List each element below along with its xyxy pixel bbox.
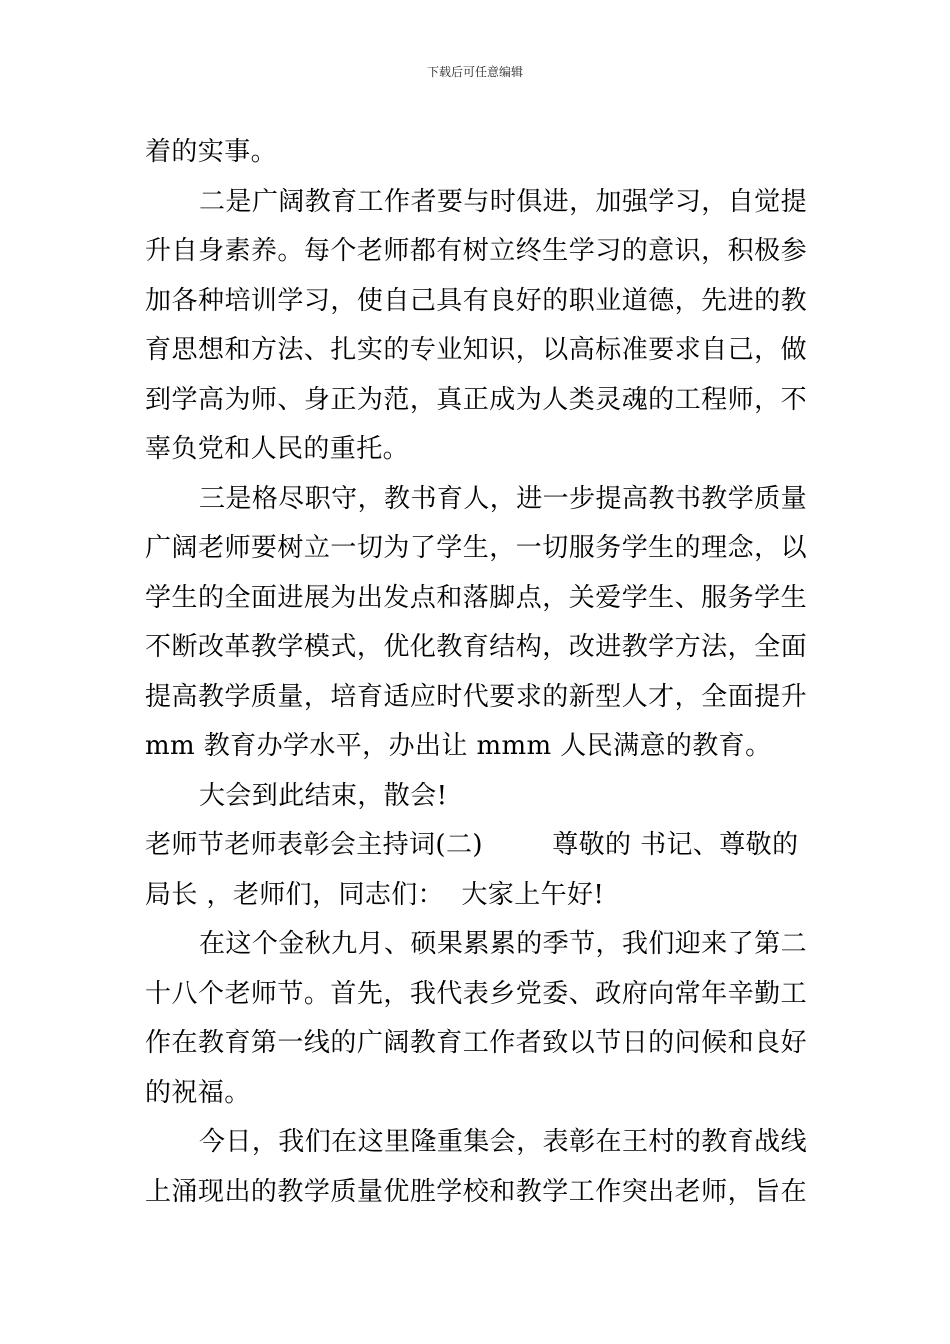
text-line: 辜负党和人民的重托。 xyxy=(145,434,410,464)
text-line: 着的实事。 xyxy=(145,137,278,167)
text-line: 在这个金秋九月、硕果累累的季节，我们迎来了第二 xyxy=(199,929,807,959)
text-line: 加各种培训学习，使自己具有良好的职业道德，先进的教 xyxy=(145,285,807,316)
text-line: 升自身素养。每个老师都有树立终生学习的意识，积极参 xyxy=(145,236,807,266)
section-title-line: 老师节老师表彰会主持词(二) 尊敬的 书记、尊敬的 xyxy=(145,830,799,860)
page-header: 下载后可任意编辑 xyxy=(426,65,523,79)
text-line: 作在教育第一线的广阔教育工作者致以节日的问候和良好 xyxy=(145,1028,807,1058)
text-line: 学生的全面进展为出发点和落脚点，关爱学生、服务学生 xyxy=(145,582,807,613)
text-line: 局长 ，老师们，同志们： 大家上午好! xyxy=(145,879,605,910)
text-line: 十八个老师节。首先，我代表乡党委、政府向常年辛勤工 xyxy=(145,978,807,1009)
text-line: 的祝福。 xyxy=(145,1077,251,1108)
document-body xyxy=(145,128,807,1217)
text-line: 上涌现出的教学质量优胜学校和教学工作突出老师，旨在 xyxy=(145,1176,807,1207)
text-line: 不断改革教学模式，优化教育结构，改进教学方法，全面 xyxy=(145,632,807,662)
text-line: 三是格尽职守，教书育人，进一步提高教书教学质量 xyxy=(199,483,807,514)
text-line: mm 教育办学水平，办出让 mmm 人民满意的教育。 xyxy=(145,731,772,761)
text-line: 大会到此结束，散会! xyxy=(199,780,448,811)
text-line: 广阔老师要树立一切为了学生，一切服务学生的理念，以 xyxy=(145,533,807,563)
text-line: 提高教学质量，培育适应时代要求的新型人才，全面提升 xyxy=(145,681,807,712)
text-line: 到学高为师、身正为范，真正成为人类灵魂的工程师，不 xyxy=(145,384,807,415)
text-line: 二是广阔教育工作者要与时俱进，加强学习，自觉提 xyxy=(199,186,807,217)
text-line: 今日，我们在这里隆重集会，表彰在王村的教育战线 xyxy=(199,1127,807,1157)
text-line: 育思想和方法、扎实的专业知识，以高标准要求自己，做 xyxy=(145,335,807,365)
